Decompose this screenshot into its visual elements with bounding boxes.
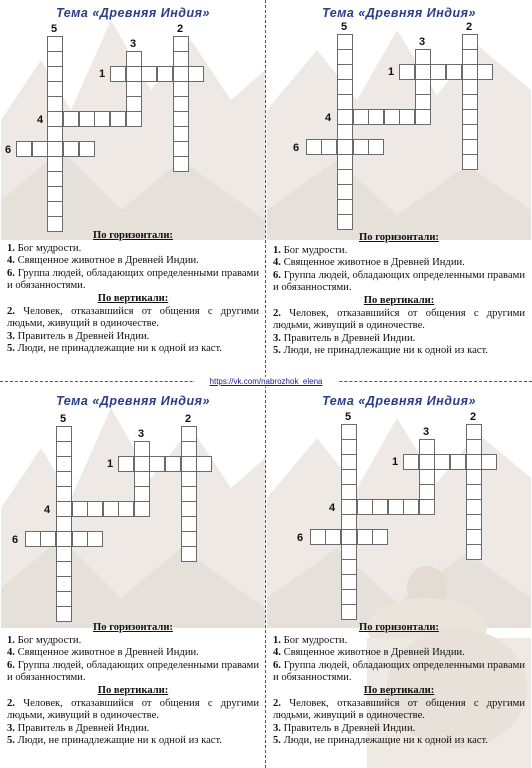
crossword-cell[interactable]	[446, 64, 462, 80]
crossword-cell[interactable]	[181, 426, 197, 442]
horizontal-heading: По горизонтали:	[93, 230, 173, 241]
clue-v3: 3. Правитель в Древней Индии.	[7, 330, 150, 342]
crossword-cell[interactable]	[47, 51, 63, 67]
crossword-cell[interactable]	[16, 141, 32, 157]
clue-number-6: 6	[297, 532, 304, 544]
crossword-cell[interactable]	[47, 126, 63, 142]
vertical-heading: По вертикали:	[97, 684, 169, 696]
crossword-cell[interactable]	[419, 469, 435, 485]
crossword-cell[interactable]	[384, 109, 400, 125]
crossword-cell[interactable]	[462, 94, 478, 110]
clue-h4: 4. Священное животное в Древней Индии.	[7, 647, 199, 659]
crossword-cell[interactable]	[415, 49, 431, 65]
crossword-cell[interactable]	[72, 501, 88, 517]
crossword-cell[interactable]	[56, 426, 72, 442]
crossword-cell[interactable]	[196, 456, 212, 472]
clue-v5: 5. Люди, не принадлежащие ни к одной из каст.	[7, 343, 222, 355]
crossword-cell[interactable]	[157, 66, 173, 82]
crossword-cell[interactable]	[399, 64, 415, 80]
crossword-cell[interactable]	[337, 64, 353, 80]
clue-number-3: 3	[138, 428, 145, 440]
crossword-cell[interactable]	[415, 94, 431, 110]
crossword-cell[interactable]	[56, 516, 72, 532]
clue-v2: 2. Человек, отказавшийся от общения с другими людьми, живущий в одиночестве.	[273, 307, 526, 332]
clue-number-3: 3	[130, 38, 137, 50]
crossword-cell[interactable]	[466, 439, 482, 455]
crossword-cell[interactable]	[134, 501, 150, 517]
crossword-cell[interactable]	[173, 111, 189, 127]
clue-number-5: 5	[51, 23, 58, 35]
crossword-cell[interactable]	[110, 111, 126, 127]
crossword-cell[interactable]	[462, 79, 478, 95]
clue-v2: 2. Человек, отказавшийся от общения с другими людьми, живущий в одиночестве.	[7, 697, 260, 722]
crossword-cell[interactable]	[419, 484, 435, 500]
crossword-cell[interactable]	[118, 456, 134, 472]
crossword-cell[interactable]	[419, 439, 435, 455]
crossword-cell[interactable]	[181, 456, 197, 472]
clue-v2: 2. Человек, отказавшийся от общения с другими людьми, живущий в одиночестве.	[273, 697, 526, 722]
crossword-cell[interactable]	[337, 109, 353, 125]
crossword-cell[interactable]	[337, 94, 353, 110]
crossword-cell[interactable]	[126, 111, 142, 127]
crossword-cell[interactable]	[47, 36, 63, 52]
crossword-cell[interactable]	[87, 501, 103, 517]
crossword-cell[interactable]	[87, 531, 103, 547]
crossword-cell[interactable]	[134, 471, 150, 487]
crossword-cell[interactable]	[341, 544, 357, 560]
crossword-cell[interactable]	[337, 139, 353, 155]
crossword-cell[interactable]	[47, 96, 63, 112]
crossword-cell[interactable]	[337, 124, 353, 140]
crossword-cell[interactable]	[341, 574, 357, 590]
clue-h1: 1. Бог мудрости.	[273, 244, 348, 256]
crossword-cell[interactable]	[181, 546, 197, 562]
clue-number-6: 6	[12, 534, 19, 546]
crossword-cell[interactable]	[72, 531, 88, 547]
crossword-cell[interactable]	[188, 66, 204, 82]
crossword-cell[interactable]	[466, 469, 482, 485]
crossword-cell[interactable]	[181, 441, 197, 457]
crossword-cell[interactable]	[368, 109, 384, 125]
crossword-cell[interactable]	[341, 589, 357, 605]
clue-number-2: 2	[185, 413, 192, 425]
crossword-cell[interactable]	[337, 169, 353, 185]
clue-h6: 6. Группа людей, обладающих определенными правами и обязанностями.	[7, 659, 259, 684]
crossword-cell[interactable]	[337, 49, 353, 65]
crossword-cell[interactable]	[173, 66, 189, 82]
crossword-cell[interactable]	[56, 531, 72, 547]
crossword-cell[interactable]	[181, 501, 197, 517]
crossword-cell[interactable]	[462, 109, 478, 125]
crossword-cell[interactable]	[47, 141, 63, 157]
crossword-cell[interactable]	[126, 81, 142, 97]
clue-h1: 1. Бог мудрости.	[273, 634, 348, 646]
crossword-cell[interactable]	[419, 454, 435, 470]
crossword-cell[interactable]	[462, 139, 478, 155]
crossword-cell[interactable]	[56, 591, 72, 607]
clue-number-5: 5	[341, 21, 348, 33]
crossword-cell[interactable]	[149, 456, 165, 472]
clue-number-1: 1	[392, 456, 399, 468]
clue-v5: 5. Люди, не принадлежащие ни к одной из каст.	[273, 345, 488, 357]
clue-number-2: 2	[470, 411, 477, 423]
clue-h6: 6. Группа людей, обладающих определенными правами и обязанностями.	[273, 659, 525, 684]
crossword-cell[interactable]	[118, 501, 134, 517]
crossword-cell[interactable]	[173, 81, 189, 97]
crossword-cell[interactable]	[47, 66, 63, 82]
crossword-cell[interactable]	[47, 201, 63, 217]
crossword-cell[interactable]	[466, 424, 482, 440]
clue-v3: 3. Правитель в Древней Индии.	[273, 332, 416, 344]
crossword-cell[interactable]	[56, 471, 72, 487]
clue-number-4: 4	[37, 114, 44, 126]
crossword-cell[interactable]	[134, 441, 150, 457]
crossword-cell[interactable]	[56, 561, 72, 577]
crossword-cell[interactable]	[126, 96, 142, 112]
card-title: Тема «Древняя Индия»	[56, 394, 210, 408]
author-link[interactable]: https://vk.com/nabrozhok_elena	[195, 377, 337, 387]
crossword-cell[interactable]	[56, 606, 72, 622]
crossword-cell[interactable]	[399, 109, 415, 125]
crossword-cell[interactable]	[341, 454, 357, 470]
crossword-cell[interactable]	[466, 484, 482, 500]
crossword-cell[interactable]	[337, 214, 353, 230]
clue-h4: 4. Священное животное в Древней Индии.	[273, 647, 465, 659]
horizontal-heading: По горизонтали:	[359, 622, 439, 633]
crossword-cell[interactable]	[173, 126, 189, 142]
crossword-cell[interactable]	[341, 424, 357, 440]
crossword-cell[interactable]	[40, 531, 56, 547]
crossword-cell[interactable]	[173, 51, 189, 67]
crossword-cell[interactable]	[337, 154, 353, 170]
crossword-cell[interactable]	[306, 139, 322, 155]
crossword-cell[interactable]	[353, 139, 369, 155]
clue-number-2: 2	[177, 23, 184, 35]
crossword-cell[interactable]	[103, 501, 119, 517]
crossword-cell[interactable]	[462, 64, 478, 80]
crossword-cell[interactable]	[415, 79, 431, 95]
clue-number-5: 5	[345, 411, 352, 423]
crossword-cell[interactable]	[341, 529, 357, 545]
crossword-cell[interactable]	[353, 109, 369, 125]
vertical-heading: По вертикали:	[363, 684, 435, 696]
clue-number-5: 5	[60, 413, 67, 425]
crossword-cell[interactable]	[337, 184, 353, 200]
horizontal-heading: По горизонтали:	[93, 622, 173, 633]
clue-v5: 5. Люди, не принадлежащие ни к одной из каст.	[273, 735, 488, 747]
crossword-cell[interactable]	[462, 49, 478, 65]
crossword-cell[interactable]	[173, 141, 189, 157]
crossword-cell[interactable]	[341, 484, 357, 500]
clue-v5: 5. Люди, не принадлежащие ни к одной из каст.	[7, 735, 222, 747]
crossword-card-3	[1, 388, 265, 768]
crossword-cell[interactable]	[357, 529, 373, 545]
crossword-cell[interactable]	[466, 454, 482, 470]
crossword-cell[interactable]	[56, 501, 72, 517]
crossword-cell[interactable]	[466, 499, 482, 515]
clue-number-4: 4	[44, 504, 51, 516]
crossword-cell[interactable]	[126, 66, 142, 82]
card-title: Тема «Древняя Индия»	[322, 6, 476, 20]
crossword-cell[interactable]	[415, 64, 431, 80]
clue-number-1: 1	[388, 66, 395, 78]
crossword-cell[interactable]	[434, 454, 450, 470]
clues-block	[7, 622, 259, 748]
clue-number-4: 4	[325, 112, 332, 124]
clue-number-4: 4	[329, 502, 336, 514]
crossword-cell[interactable]	[450, 454, 466, 470]
crossword-cell[interactable]	[25, 531, 41, 547]
crossword-card-2	[267, 0, 531, 380]
crossword-cell[interactable]	[341, 499, 357, 515]
crossword-cell[interactable]	[415, 109, 431, 125]
crossword-cell[interactable]	[181, 531, 197, 547]
clues-block	[273, 232, 525, 358]
clue-number-2: 2	[466, 21, 473, 33]
crossword-cell[interactable]	[181, 486, 197, 502]
crossword-cell[interactable]	[165, 456, 181, 472]
crossword-cell[interactable]	[32, 141, 48, 157]
crossword-cell[interactable]	[134, 486, 150, 502]
crossword-cell[interactable]	[466, 514, 482, 530]
clue-number-6: 6	[293, 142, 300, 154]
crossword-cell[interactable]	[79, 111, 95, 127]
clue-number-1: 1	[107, 458, 114, 470]
crossword-cell[interactable]	[388, 499, 404, 515]
clue-v3: 3. Правитель в Древней Индии.	[7, 722, 150, 734]
crossword-cell[interactable]	[403, 454, 419, 470]
clue-h6: 6. Группа людей, обладающих определенными правами и обязанностями.	[7, 267, 259, 292]
vertical-heading: По вертикали:	[363, 294, 435, 306]
crossword-cell[interactable]	[477, 64, 493, 80]
crossword-cell[interactable]	[481, 454, 497, 470]
crossword-cell[interactable]	[94, 111, 110, 127]
crossword-cell[interactable]	[321, 139, 337, 155]
crossword-cell[interactable]	[462, 124, 478, 140]
crossword-cell[interactable]	[56, 441, 72, 457]
clue-h6: 6. Группа людей, обладающих определенными правами и обязанностями.	[273, 269, 525, 294]
crossword-cell[interactable]	[126, 51, 142, 67]
clue-number-6: 6	[5, 144, 12, 156]
clue-number-3: 3	[419, 36, 426, 48]
clue-h4: 4. Священное животное в Древней Индии.	[273, 257, 465, 269]
crossword-cell[interactable]	[337, 79, 353, 95]
crossword-cell[interactable]	[372, 529, 388, 545]
crossword-cell[interactable]	[47, 111, 63, 127]
clues-block	[7, 230, 259, 356]
crossword-cell[interactable]	[337, 34, 353, 50]
crossword-cell[interactable]	[462, 34, 478, 50]
crossword-cell[interactable]	[341, 604, 357, 620]
crossword-cell[interactable]	[430, 64, 446, 80]
crossword-cell[interactable]	[368, 139, 384, 155]
clue-number-1: 1	[99, 68, 106, 80]
crossword-cell[interactable]	[134, 456, 150, 472]
crossword-cell[interactable]	[341, 559, 357, 575]
clue-h1: 1. Бог мудрости.	[7, 242, 82, 254]
clues-block	[273, 622, 525, 748]
vertical-heading: По вертикали:	[97, 292, 169, 304]
crossword-cell[interactable]	[466, 529, 482, 545]
crossword-cell[interactable]	[56, 456, 72, 472]
crossword-cell[interactable]	[310, 529, 326, 545]
crossword-cell[interactable]	[337, 199, 353, 215]
crossword-cell[interactable]	[466, 544, 482, 560]
crossword-cell[interactable]	[341, 439, 357, 455]
crossword-cell[interactable]	[173, 156, 189, 172]
crossword-card-4	[267, 388, 531, 768]
card-title: Тема «Древняя Индия»	[322, 394, 476, 408]
crossword-cell[interactable]	[341, 514, 357, 530]
crossword-cell[interactable]	[47, 186, 63, 202]
crossword-cell[interactable]	[403, 499, 419, 515]
crossword-cell[interactable]	[372, 499, 388, 515]
crossword-cell[interactable]	[56, 486, 72, 502]
clue-h4: 4. Священное животное в Древней Индии.	[7, 255, 199, 267]
crossword-cell[interactable]	[47, 156, 63, 172]
crossword-cell[interactable]	[63, 111, 79, 127]
clue-number-3: 3	[423, 426, 430, 438]
crossword-cell[interactable]	[47, 171, 63, 187]
clue-h1: 1. Бог мудрости.	[7, 634, 82, 646]
crossword-cell[interactable]	[173, 96, 189, 112]
card-title: Тема «Древняя Индия»	[56, 6, 210, 20]
clue-v3: 3. Правитель в Древней Индии.	[273, 722, 416, 734]
crossword-cell[interactable]	[63, 141, 79, 157]
horizontal-heading: По горизонтали:	[359, 232, 439, 243]
crossword-cell[interactable]	[79, 141, 95, 157]
crossword-card-1	[1, 0, 265, 380]
crossword-cell[interactable]	[56, 576, 72, 592]
crossword-cell[interactable]	[325, 529, 341, 545]
crossword-cell[interactable]	[110, 66, 126, 82]
crossword-cell[interactable]	[181, 516, 197, 532]
crossword-cell[interactable]	[341, 469, 357, 485]
crossword-cell[interactable]	[357, 499, 373, 515]
crossword-cell[interactable]	[56, 546, 72, 562]
clue-v2: 2. Человек, отказавшийся от общения с другими людьми, живущий в одиночестве.	[7, 305, 260, 330]
crossword-cell[interactable]	[462, 154, 478, 170]
crossword-cell[interactable]	[141, 66, 157, 82]
crossword-cell[interactable]	[173, 36, 189, 52]
crossword-cell[interactable]	[419, 499, 435, 515]
crossword-cell[interactable]	[47, 81, 63, 97]
crossword-cell[interactable]	[181, 471, 197, 487]
